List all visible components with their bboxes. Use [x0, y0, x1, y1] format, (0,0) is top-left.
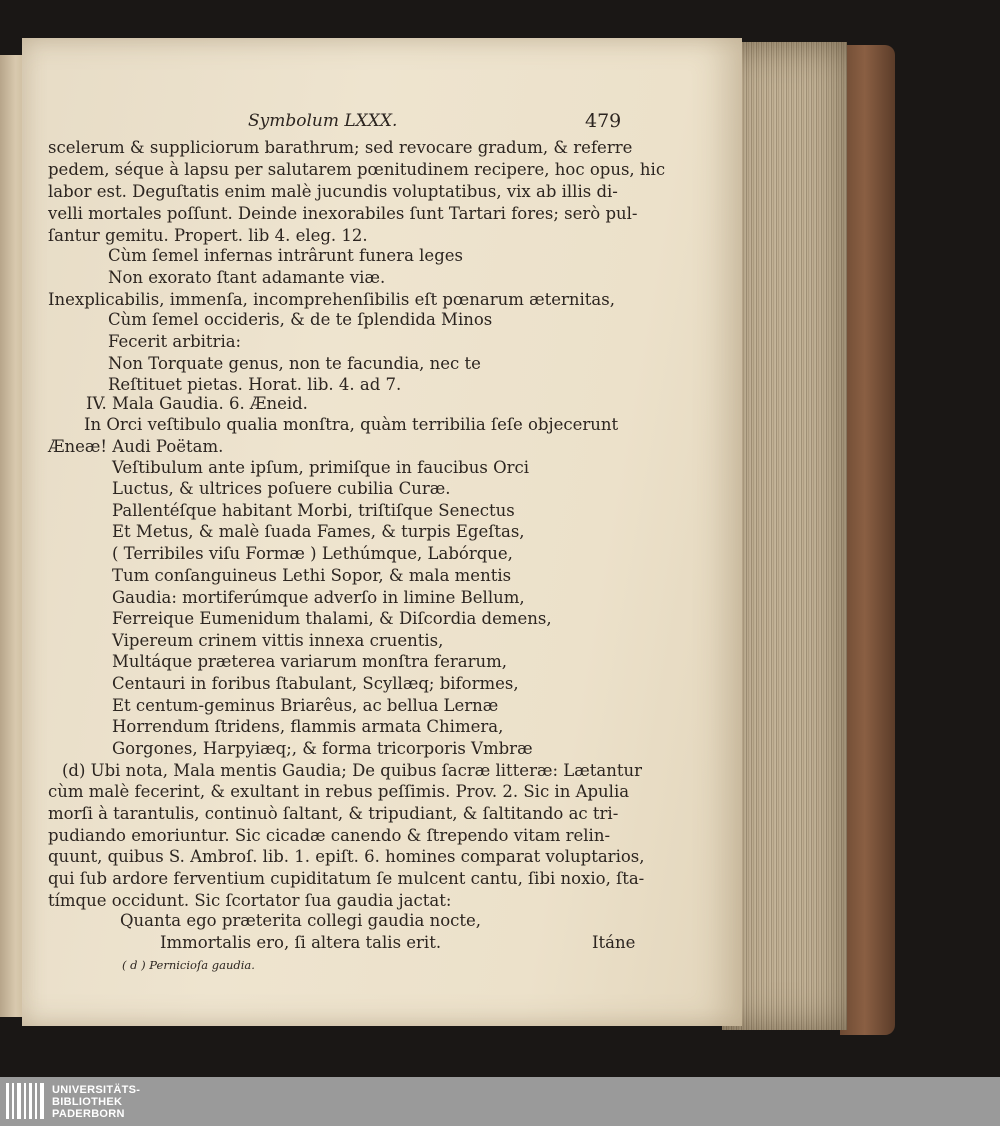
verse-line: Ferreique Eumenidum thalami, & Diſcordia demens, — [112, 609, 552, 628]
text-line: tímque occidunt. Sic ſcortator ſua gaudia jactat: — [48, 891, 452, 910]
catchword: Itáne — [592, 933, 636, 952]
verse-line: Cùm ſemel occideris, & de te ſplendida Minos — [108, 310, 493, 329]
verse-line: Multáque præterea variarum monſtra ferarum, — [112, 652, 508, 671]
verse-line: Quanta ego præterita collegi gaudia nocte, — [120, 911, 482, 930]
verse-line: Non exorato ſtant adamante viæ. — [108, 268, 386, 287]
verse-line: Luctus, & ultrices poſuere cubilia Curæ. — [112, 479, 451, 498]
verse-line: Horrendum ſtridens, flammis armata Chimera, — [112, 717, 504, 736]
text-line: Inexplicabilis, immenſa, incomprehenſibilis eſt pœnarum æternitas, — [48, 290, 615, 309]
verse-line: ( Terribiles viſu Formæ ) Lethúmque, Labórque, — [112, 544, 513, 563]
verse-line: Reſtituet pietas. Horat. lib. 4. ad 7. — [108, 375, 402, 394]
text-line: cùm malè fecerint, & exultant in rebus peſſimis. Prov. 2. Sic in Apulia — [48, 782, 630, 801]
running-title: Symbolum LXXX. — [248, 111, 398, 131]
verse-line: Cùm ſemel infernas intrârunt funera leges — [108, 246, 463, 265]
section-heading: IV. Mala Gaudia. 6. Æneid. — [86, 394, 308, 413]
verse-line: Tum conſanguineus Lethi Sopor, & mala mentis — [112, 566, 512, 585]
text-line: ſantur gemitu. Propert. lib 4. eleg. 12. — [48, 226, 368, 245]
verse-line: Pallentéſque habitant Morbi, triſtiſque Senectus — [112, 501, 515, 520]
text-line: Æneæ! Audi Poëtam. — [48, 437, 224, 456]
text-line: pedem, séque à lapsu per salutarem pœnitudinem recipere, hoc opus, hic — [48, 160, 666, 179]
verse-line: Immortalis ero, ſi altera talis erit. — [160, 933, 442, 952]
library-footer-bar — [0, 1077, 1000, 1126]
library-name: UNIVERSITÄTS- BIBLIOTHEK PADERBORN — [52, 1084, 141, 1120]
verse-line: Fecerit arbitria: — [108, 332, 242, 351]
verse-line: Centauri in foribus ſtabulant, Scyllæq; biformes, — [112, 674, 519, 693]
verse-line: Et Metus, & malè ſuada Fames, & turpis Egeſtas, — [112, 522, 525, 541]
verse-line: Veſtibulum ante ipſum, primiſque in faucibus Orci — [112, 458, 530, 477]
text-line: In Orci veſtibulo qualia monſtra, quàm terribilia ſeſe objecerunt — [84, 415, 619, 434]
verse-line: Vipereum crinem vittis innexa cruentis, — [112, 631, 444, 650]
footnote: ( d ) Pernicioſa gaudia. — [122, 958, 255, 972]
text-line: labor est. Deguſtatis enim malè jucundis voluptatibus, vix ab illis di- — [48, 182, 618, 201]
text-line: quunt, quibus S. Ambroſ. lib. 1. epiſt. 6. homines comparat voluptarios, — [48, 847, 645, 866]
library-logo-icon — [6, 1083, 46, 1119]
text-line: velli mortales poſſunt. Deinde inexorabiles ſunt Tartari fores; serò pul- — [48, 204, 638, 223]
text-line: qui ſub ardore ferventium cupiditatum ſe mulcent cantu, ſibi noxio, ſta- — [48, 869, 645, 888]
text-line: scelerum & suppliciorum barathrum; sed revocare gradum, & referre — [48, 138, 633, 157]
verse-line: Gorgones, Harpyiæq;, & forma tricorporis Vmbræ — [112, 739, 533, 758]
verse-line: Non Torquate genus, non te facundia, nec te — [108, 354, 481, 373]
verse-line: Gaudia: mortiferúmque adverſo in limine Bellum, — [112, 588, 525, 607]
text-line: morſi à tarantulis, continuò ſaltant, & tripudiant, & ſaltitando ac tri- — [48, 804, 619, 823]
verse-line: Et centum-geminus Briarêus, ac bellua Lernæ — [112, 696, 499, 715]
text-line: pudiando emoriuntur. Sic cicadæ canendo & ſtrependo vitam relin- — [48, 826, 611, 845]
page-number: 479 — [585, 110, 622, 132]
text-line: (d) Ubi nota, Mala mentis Gaudia; De quibus ſacræ litteræ: Lætantur — [62, 761, 642, 780]
